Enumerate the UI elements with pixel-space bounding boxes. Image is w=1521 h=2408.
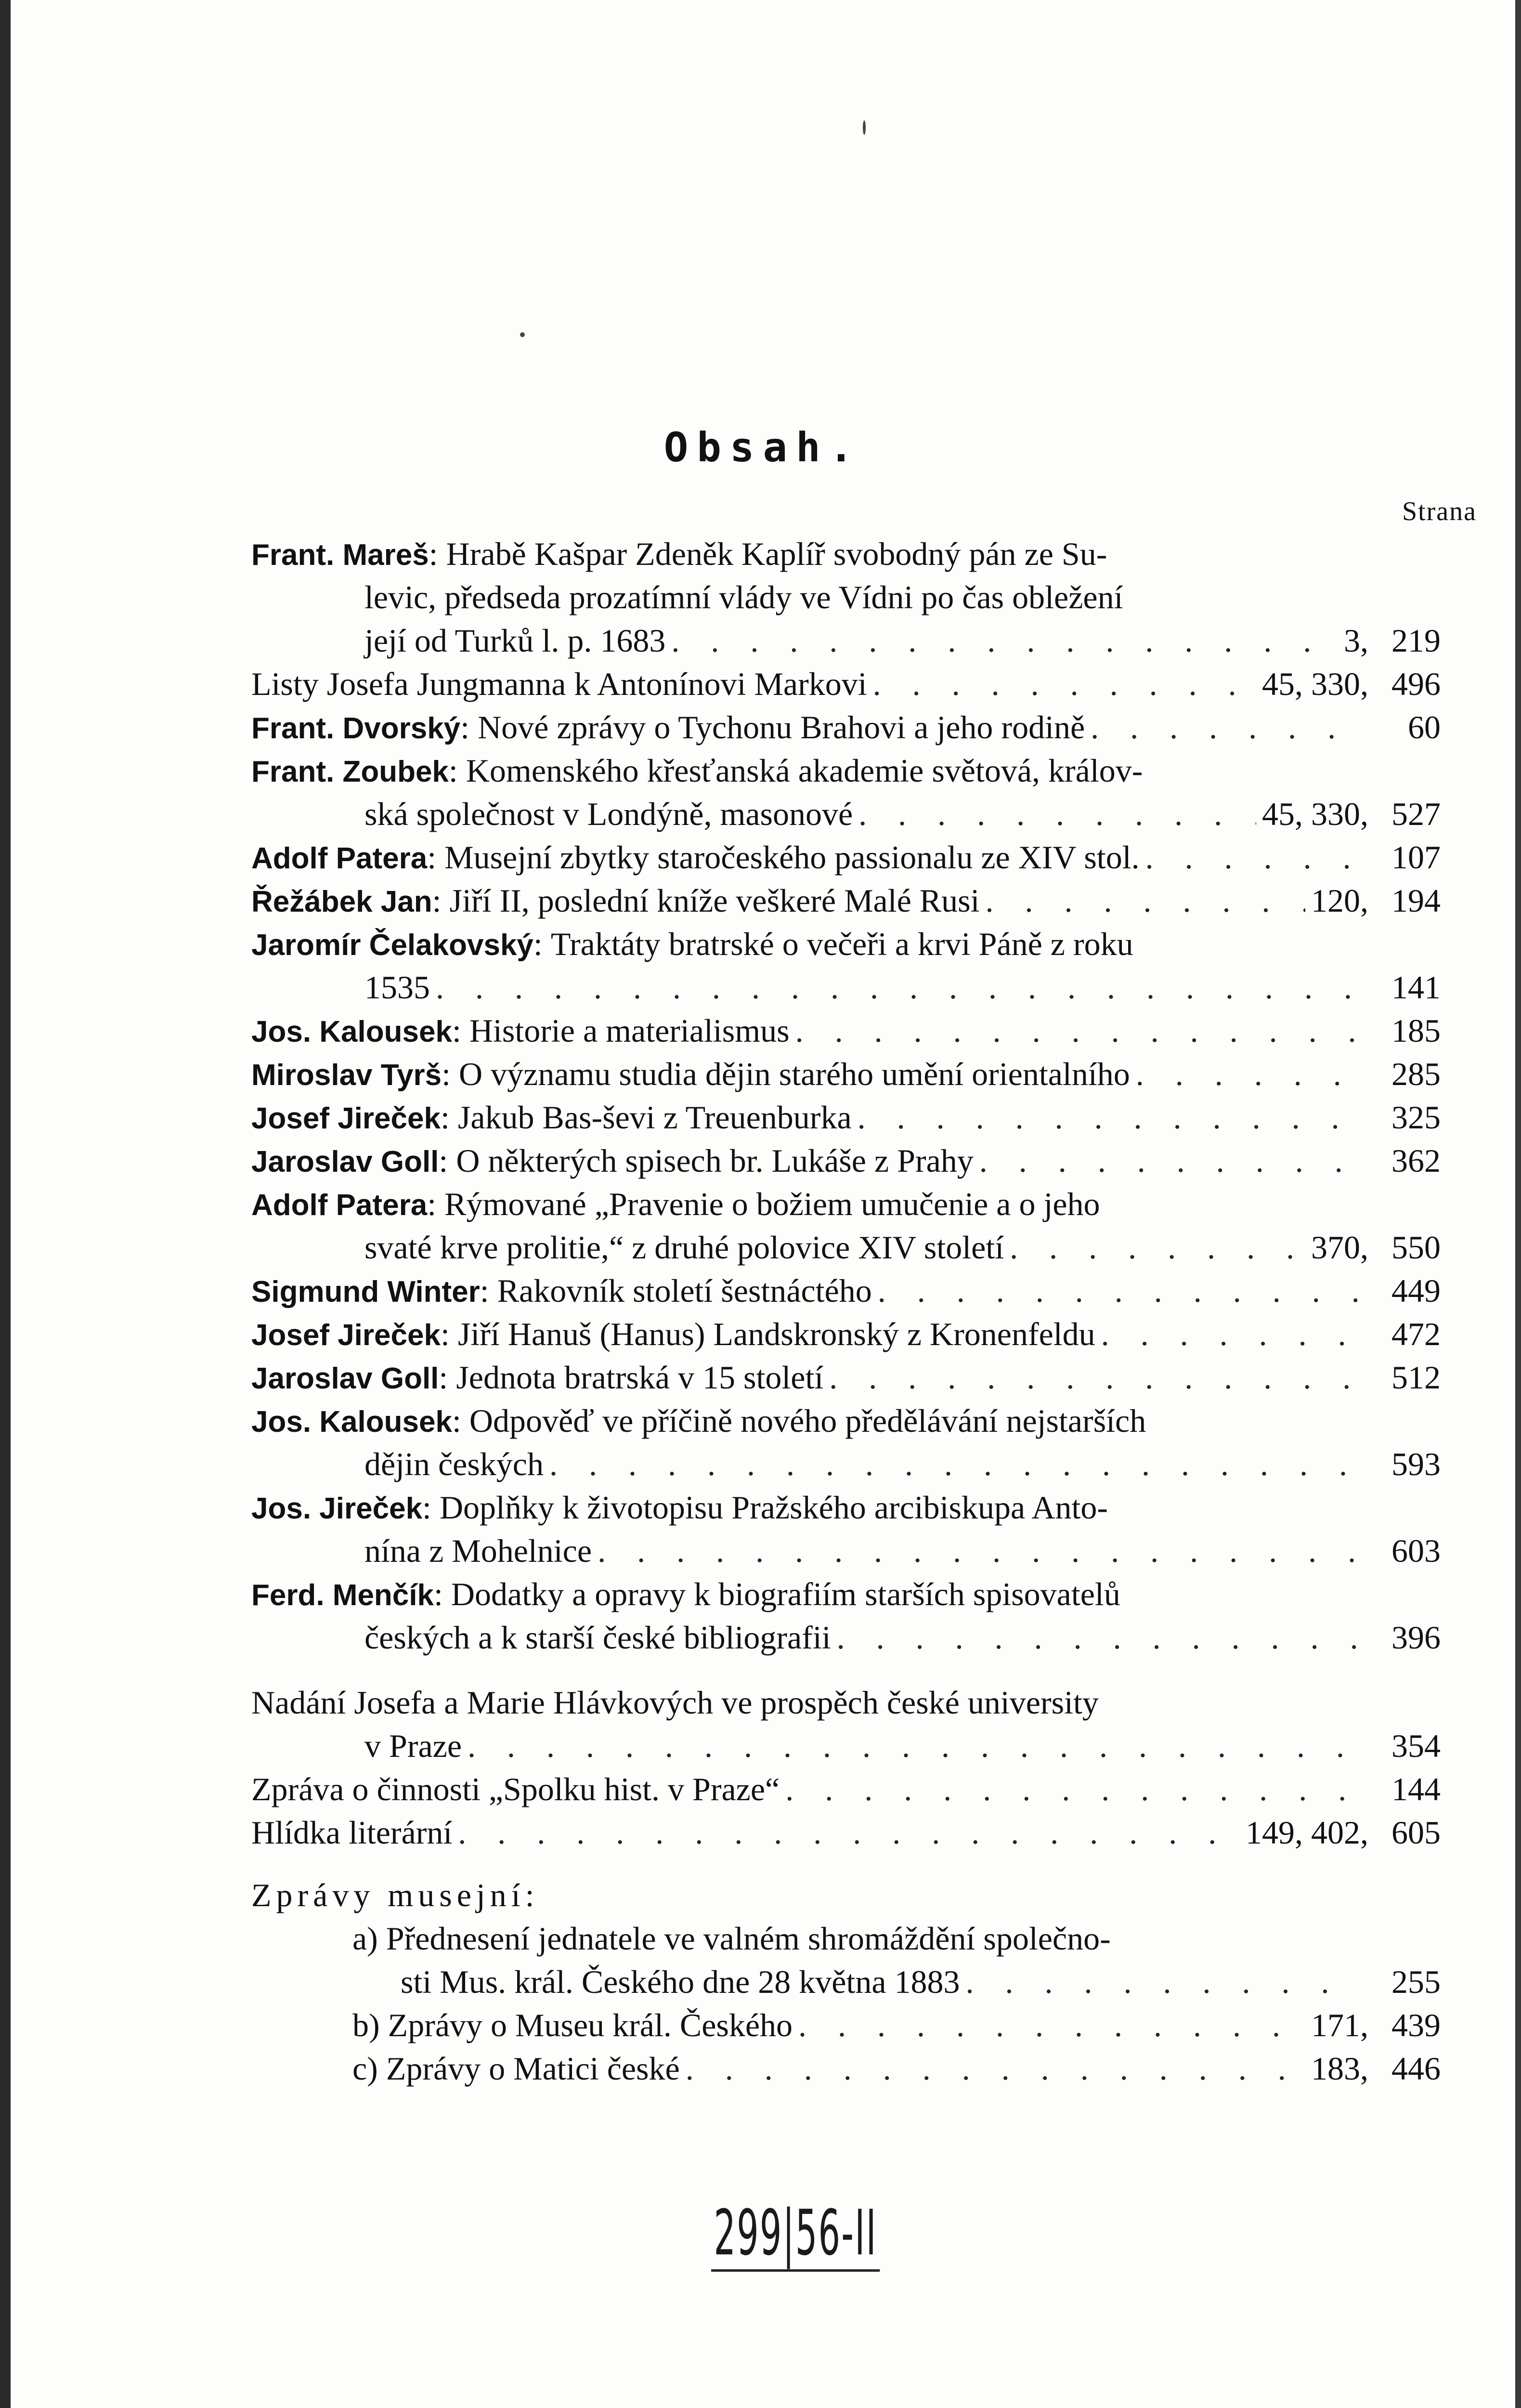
toc-entry xyxy=(251,879,1441,922)
dot-leader xyxy=(436,966,1363,1009)
toc-entry xyxy=(251,1572,1441,1659)
page-number: 141 xyxy=(1391,969,1441,1006)
entry-author: Ferd. Menčík xyxy=(251,1579,434,1612)
entry-title-line: Hrabě Kašpar Zdeněk Kaplíř svobodný pán ze Su- xyxy=(446,536,1107,572)
dot-leader xyxy=(986,879,1306,922)
entry-title-line: ská společnost v Londýně, masonové xyxy=(364,796,853,832)
entry-title-line: O některých spisech br. Lukáše z Prahy xyxy=(456,1142,974,1179)
page-number: 496 xyxy=(1391,666,1441,702)
dot-leader xyxy=(686,2047,1305,2090)
entry-title-line: Zprávy o Museu král. Českého xyxy=(388,2007,793,2043)
author-separator: : xyxy=(480,1272,497,1309)
dot-leader xyxy=(1091,706,1363,749)
toc-entry xyxy=(251,1096,1441,1139)
toc-line xyxy=(251,1226,1441,1269)
entry-author: Jos. Jireček xyxy=(251,1492,423,1525)
toc-line xyxy=(251,1572,1441,1616)
other-pages: 45, 330, xyxy=(1262,796,1368,832)
dot-leader xyxy=(671,619,1338,662)
dot-leader xyxy=(837,1616,1363,1659)
item-label: c) xyxy=(352,2050,378,2087)
toc-subentry xyxy=(251,1917,1441,2003)
entry-title-line: dějin českých xyxy=(364,1446,544,1482)
toc-line xyxy=(251,1399,1441,1442)
page-column-header: Strana xyxy=(1402,497,1477,526)
entry-title-line: Doplňky k životopisu Pražského arcibiskupa Anto- xyxy=(439,1489,1108,1526)
entry-title-line: Hlídka literární xyxy=(251,1814,453,1851)
toc-line xyxy=(251,1182,1441,1226)
other-pages: 171, xyxy=(1311,2007,1368,2043)
toc-entry xyxy=(251,662,1441,706)
label-gap xyxy=(380,2003,388,2047)
toc-line xyxy=(251,1681,1441,1724)
page-number: 185 xyxy=(1391,1012,1441,1049)
author-separator: : xyxy=(460,709,478,746)
toc-entry xyxy=(251,1182,1441,1269)
toc-line xyxy=(251,1442,1441,1486)
dot-leader xyxy=(873,662,1256,706)
toc-entry xyxy=(251,706,1441,749)
dot-leader xyxy=(1136,1052,1363,1096)
toc-entry xyxy=(251,836,1441,879)
entry-title-line: levic, předseda prozatímní vlády ve Vídni po čas obležení xyxy=(364,579,1123,615)
entry-author: Sigmund Winter xyxy=(251,1275,480,1309)
entry-author: Adolf Patera xyxy=(251,1189,428,1222)
dot-leader xyxy=(878,1269,1363,1312)
toc-line xyxy=(251,1009,1441,1052)
toc-line xyxy=(251,922,1441,966)
author-separator: : xyxy=(452,1012,469,1049)
dot-leader xyxy=(966,1960,1363,2003)
toc-line xyxy=(251,1052,1441,1096)
entry-title-line: Rakovník století šestnáctého xyxy=(497,1272,872,1309)
entry-title-line: Nové zprávy o Tychonu Brahovi a jeho rodině xyxy=(478,709,1085,746)
entry-author: Jaromír Čelakovský xyxy=(251,929,533,962)
entry-title-line: O významu studia dějin starého umění orientalního xyxy=(459,1056,1130,1092)
toc-entry xyxy=(251,749,1441,836)
author-separator: : xyxy=(427,1186,445,1222)
handwritten-shelfmark: 299|56-II xyxy=(711,2196,880,2272)
entry-author: Frant. Mareš xyxy=(251,538,429,572)
toc-line xyxy=(251,966,1441,1009)
toc-line xyxy=(251,1269,1441,1312)
toc-line xyxy=(251,576,1441,619)
entry-title-line: Listy Josefa Jungmanna k Antonínovi Markovi xyxy=(251,666,867,702)
page-number: 107 xyxy=(1391,839,1441,876)
author-separator: : xyxy=(422,1489,440,1526)
other-pages: 45, 330, xyxy=(1262,666,1368,702)
entry-title-line: Jednota bratrská v 15 století xyxy=(456,1359,824,1396)
page-number: 144 xyxy=(1391,1771,1441,1807)
toc-line xyxy=(251,662,1441,706)
other-pages: 370, xyxy=(1311,1229,1368,1266)
toc-subentry xyxy=(251,2003,1441,2047)
dot-leader xyxy=(458,1811,1240,1854)
entry-author: Frant. Zoubek xyxy=(251,755,449,788)
toc-entry xyxy=(251,1269,1441,1312)
dot-leader xyxy=(829,1356,1363,1399)
toc-line xyxy=(251,1096,1441,1139)
dot-leader xyxy=(979,1139,1363,1182)
toc-line xyxy=(251,879,1441,922)
toc-entry xyxy=(251,532,1441,662)
page-number: 60 xyxy=(1408,709,1441,746)
toc-line xyxy=(251,706,1441,749)
other-pages: 3, xyxy=(1344,622,1368,659)
entry-author: Frant. Dvorský xyxy=(251,712,461,745)
page-number: 472 xyxy=(1391,1316,1441,1352)
page-number: 285 xyxy=(1391,1056,1441,1092)
entry-title-line: Zprávy o Matici české xyxy=(386,2050,680,2087)
author-separator: : xyxy=(442,1056,459,1092)
entry-author: Jos. Kalousek xyxy=(251,1405,452,1439)
toc-entry xyxy=(251,1681,1441,1767)
toc-line xyxy=(251,1616,1441,1659)
author-separator: : xyxy=(440,1316,458,1352)
page-number: 362 xyxy=(1391,1142,1441,1179)
toc-line xyxy=(251,1356,1441,1399)
author-separator: : xyxy=(440,1099,458,1136)
page-number: 512 xyxy=(1391,1359,1441,1396)
entry-title-line: Musejní zbytky staročeského passionalu ze XIV stol. xyxy=(444,839,1140,876)
other-pages: 183, xyxy=(1311,2050,1368,2087)
author-separator: : xyxy=(439,1359,456,1396)
item-label: b) xyxy=(352,2007,380,2043)
toc-line xyxy=(251,2047,1441,2090)
toc-entry xyxy=(251,1486,1441,1572)
entry-title-line: Dodatky a opravy k biografiím starších spisovatelů xyxy=(451,1576,1120,1612)
page-number: 527 xyxy=(1391,796,1441,832)
dot-leader xyxy=(1101,1312,1363,1356)
toc-line xyxy=(251,1312,1441,1356)
author-separator: : xyxy=(439,1142,456,1179)
entry-title-line: nína z Mohelnice xyxy=(364,1532,592,1569)
toc-line xyxy=(251,2003,1441,2047)
dot-leader xyxy=(1145,836,1363,879)
page-number: 449 xyxy=(1391,1272,1441,1309)
entry-author: Adolf Patera xyxy=(251,842,428,875)
entry-author: Josef Jireček xyxy=(251,1102,441,1135)
toc-line xyxy=(251,749,1441,792)
page-number: 255 xyxy=(1391,1963,1441,2000)
toc-line xyxy=(251,1917,1441,1960)
page-number: 605 xyxy=(1391,1814,1441,1851)
item-label: a) xyxy=(352,1920,378,1957)
dot-leader xyxy=(598,1529,1363,1572)
entry-author: Řežábek Jan xyxy=(251,885,432,918)
page-number: 194 xyxy=(1391,882,1441,919)
dot-leader xyxy=(858,792,1256,836)
toc-line xyxy=(251,1960,1441,2003)
dot-leader xyxy=(468,1724,1363,1767)
dot-leader xyxy=(549,1442,1363,1486)
paper-speck xyxy=(863,120,866,135)
page-number: 550 xyxy=(1391,1229,1441,1266)
toc-entry xyxy=(251,1767,1441,1811)
toc-entry xyxy=(251,1312,1441,1356)
toc-line xyxy=(251,619,1441,662)
author-separator: : xyxy=(429,536,446,572)
paper-speck xyxy=(520,332,525,337)
entry-title-line: Traktáty bratrské o večeři a krvi Páně z roku xyxy=(550,926,1133,962)
author-separator: : xyxy=(427,839,445,876)
author-separator: : xyxy=(434,1576,451,1612)
toc-entry xyxy=(251,1399,1441,1486)
page-number: 446 xyxy=(1391,2050,1441,2087)
entry-title-line: Historie a materialismus xyxy=(469,1012,790,1049)
other-pages: 120, xyxy=(1311,882,1368,919)
toc-entry xyxy=(251,922,1441,1009)
entry-author: Jaroslav Goll xyxy=(251,1362,439,1395)
toc-entry xyxy=(251,1811,1441,1854)
entry-title-line: Jiří Hanuš (Hanus) Landskronský z Kronenfeldu xyxy=(457,1316,1095,1352)
toc-entry xyxy=(251,1356,1441,1399)
toc-subentry xyxy=(251,2047,1441,2090)
toc-line xyxy=(251,532,1441,576)
dot-leader xyxy=(1010,1226,1305,1269)
entry-title-line: 1535 xyxy=(364,969,430,1006)
toc-entry xyxy=(251,1009,1441,1052)
toc-line xyxy=(251,792,1441,836)
author-separator: : xyxy=(448,752,466,789)
entry-title-line: její od Turků l. p. 1683 xyxy=(364,622,666,659)
section-heading: Zprávy musejní: xyxy=(251,1877,539,1913)
section-gap xyxy=(251,1659,1441,1681)
label-gap xyxy=(378,2047,386,2090)
entry-title-line: Zpráva o činnosti „Spolku hist. v Praze“ xyxy=(251,1771,780,1807)
entry-author: Josef Jireček xyxy=(251,1319,441,1352)
page-number: 354 xyxy=(1391,1727,1441,1764)
toc-line xyxy=(251,1724,1441,1767)
dot-leader xyxy=(858,1096,1363,1139)
dot-leader xyxy=(798,2003,1305,2047)
entry-title-line: Rýmované „Pravenie o božiem umučenie a o jeho xyxy=(444,1186,1100,1222)
toc-entry xyxy=(251,1052,1441,1096)
entry-title-line: svaté krve prolitie,“ z druhé polovice XIV století xyxy=(364,1229,1004,1266)
label-gap xyxy=(378,1917,386,1960)
entry-title-line: Nadání Josefa a Marie Hlávkových ve prospěch české university xyxy=(251,1684,1099,1721)
table-of-contents xyxy=(251,532,1441,2090)
page-number: 439 xyxy=(1391,2007,1441,2043)
entry-author: Jos. Kalousek xyxy=(251,1015,452,1048)
page-number: 593 xyxy=(1391,1446,1441,1482)
dot-leader xyxy=(795,1009,1363,1052)
entry-title-line: sti Mus. král. Českého dne 28 května 1883 xyxy=(401,1963,960,2000)
author-separator: : xyxy=(432,882,450,919)
page-number: 396 xyxy=(1391,1619,1441,1656)
toc-line xyxy=(251,1767,1441,1811)
toc-entry xyxy=(251,1139,1441,1182)
entry-title-line: v Praze xyxy=(364,1727,462,1764)
entry-author: Miroslav Tyrš xyxy=(251,1059,442,1092)
toc-line xyxy=(251,1529,1441,1572)
toc-line xyxy=(251,836,1441,879)
entry-title-line: Jiří II, poslední kníže veškeré Malé Rusi xyxy=(449,882,980,919)
toc-line xyxy=(251,1811,1441,1854)
author-separator: : xyxy=(452,1402,469,1439)
page-title: Obsah. xyxy=(663,424,862,471)
entry-title-line: českých a k starší české bibliografii xyxy=(364,1619,831,1656)
entry-title-line: Odpověď ve příčině nového předělávání nejstarších xyxy=(469,1402,1146,1439)
toc-line xyxy=(251,1486,1441,1529)
page-number: 325 xyxy=(1391,1099,1441,1136)
author-separator: : xyxy=(533,926,551,962)
entry-title-line: Přednesení jednatele ve valném shromáždění společno- xyxy=(386,1920,1111,1957)
dot-leader xyxy=(785,1767,1363,1811)
page-number: 219 xyxy=(1391,622,1441,659)
other-pages: 149, 402, xyxy=(1246,1814,1368,1851)
toc-line xyxy=(251,1139,1441,1182)
page-number: 603 xyxy=(1391,1532,1441,1569)
entry-author: Jaroslav Goll xyxy=(251,1145,439,1178)
entry-title-line: Komenského křesťanská akademie světová, králov- xyxy=(466,752,1143,789)
entry-title-line: Jakub Bas-ševi z Treuenburka xyxy=(457,1099,852,1136)
